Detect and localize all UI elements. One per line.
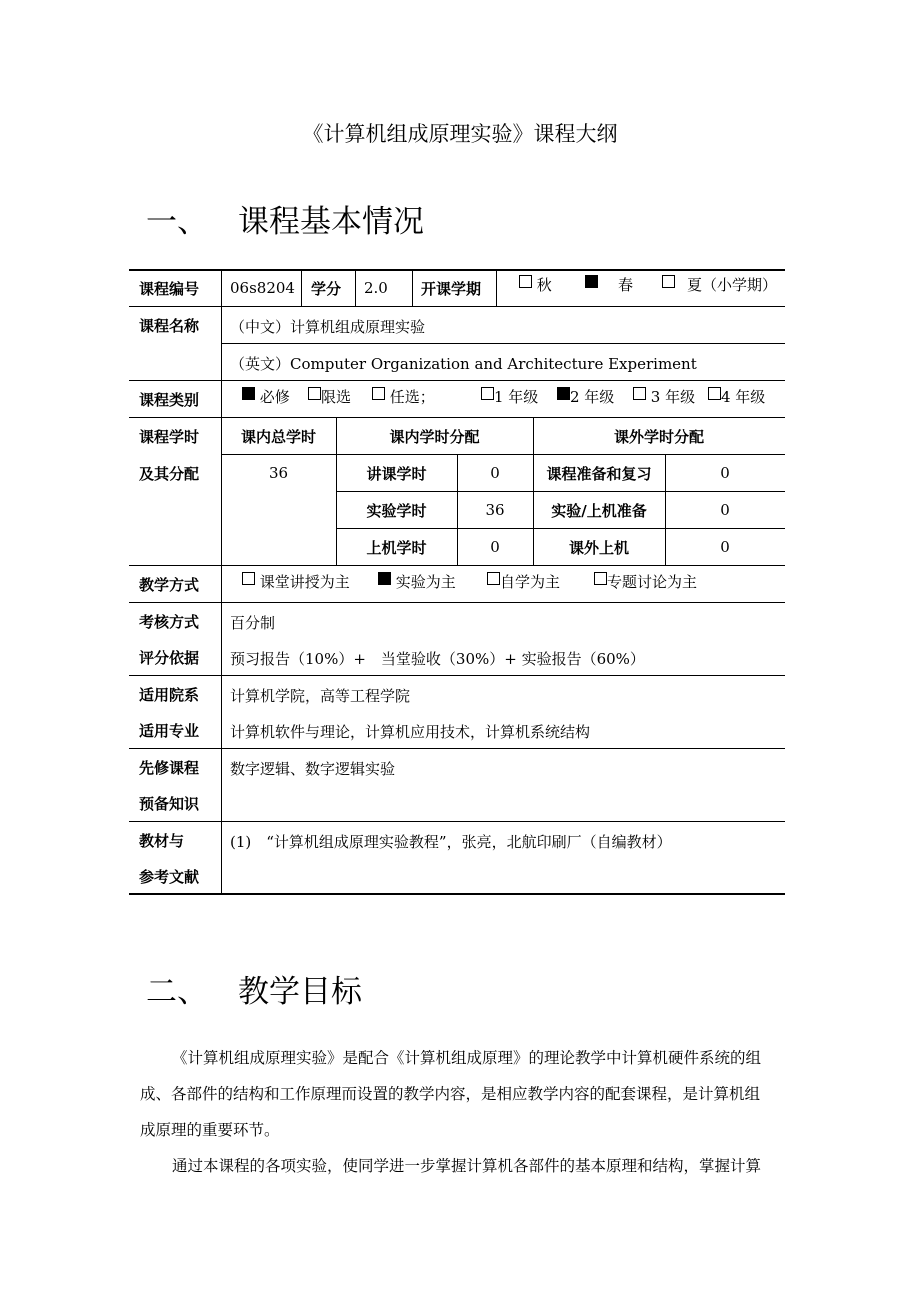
method-option-lab[interactable]: 实验为主 (378, 571, 456, 592)
checkbox-unchecked-icon[interactable] (242, 572, 255, 585)
category-option-required[interactable]: 必修 (242, 386, 290, 407)
checkbox-unchecked-icon[interactable] (708, 387, 721, 400)
section-2-title: 教学目标 (238, 974, 362, 1010)
prereq-label-2: 预备知识 (139, 795, 200, 813)
course-name-label: 课程名称 (139, 317, 200, 335)
checkbox-unchecked-icon[interactable] (633, 387, 646, 400)
apply-value-2: 计算机软件与理论，计算机应用技术，计算机系统结构 (230, 723, 591, 741)
course-no-value: 06s8204 (230, 279, 295, 297)
labprep-hours-value: 0 (720, 501, 730, 519)
prep-hours-value: 0 (720, 464, 730, 482)
course-name-en: （英文）Computer Organization and Architecture Experiment (230, 355, 697, 373)
assess-label-1: 考核方式 (139, 613, 200, 631)
apply-label-2: 适用专业 (139, 722, 200, 740)
checkbox-checked-icon[interactable] (585, 275, 598, 288)
refs-label-2: 参考文献 (139, 868, 200, 886)
computer-hours-label: 上机学时 (366, 539, 427, 557)
section-1-number: 一、 (146, 204, 208, 240)
assess-value-1: 百分制 (230, 614, 276, 632)
term-option-spring[interactable]: 春 (585, 274, 633, 295)
checkbox-unchecked-icon[interactable] (519, 275, 532, 288)
checkbox-unchecked-icon[interactable] (308, 387, 321, 400)
hours-label-1: 课程学时 (139, 428, 200, 446)
term-option-autumn[interactable]: 秋 (519, 274, 552, 295)
checkbox-unchecked-icon[interactable] (481, 387, 494, 400)
method-option-self[interactable]: 自学为主 (487, 571, 560, 592)
section-1-title: 课程基本情况 (238, 204, 424, 240)
course-no-label: 课程编号 (139, 280, 200, 298)
hours-in-header: 课内学时分配 (389, 428, 480, 446)
hours-total-value: 36 (268, 464, 289, 482)
apply-label-1: 适用院系 (139, 686, 200, 704)
grade-option-3[interactable]: 3 年级 (633, 386, 695, 407)
para1-line-1: 《计算机组成原理实验》是配合《计算机组成原理》的理论教学中计算机硬件系统的组 (172, 1049, 762, 1067)
para2-line-1: 通过本课程的各项实验，使同学进一步掌握计算机各部件的基本原理和结构，掌握计算 (172, 1157, 762, 1175)
credit-label: 学分 (311, 280, 342, 298)
category-label: 课程类别 (139, 391, 200, 409)
computer-hours-value: 0 (490, 538, 500, 556)
lab-hours-label: 实验学时 (366, 502, 427, 520)
goal-paragraph-1 (140, 1040, 784, 1148)
prep-hours-label: 课程准备和复习 (546, 465, 652, 483)
prereq-value: 数字逻辑、数字逻辑实验 (230, 760, 396, 778)
para1-line-3: 成原理的重要环节。 (140, 1121, 280, 1139)
apply-value-1: 计算机学院，高等工程学院 (230, 687, 411, 705)
document-title: 《计算机组成原理实验》课程大纲 (302, 122, 618, 146)
refs-value: (1) “计算机组成原理实验教程”，张亮，北航印刷厂（自编教材） (230, 833, 672, 851)
checkbox-unchecked-icon[interactable] (662, 275, 675, 288)
term-option-summer[interactable]: 夏（小学期） (662, 274, 777, 295)
grade-option-2[interactable]: 2 年级 (557, 386, 614, 407)
labprep-hours-label: 实验/上机准备 (551, 502, 647, 520)
checkbox-unchecked-icon[interactable] (487, 572, 500, 585)
assess-value-2: 预习报告（10%）+ 当堂验收（30%）+ 实验报告（60%） (230, 650, 645, 668)
credit-value: 2.0 (364, 279, 388, 297)
method-option-lecture[interactable]: 课堂讲授为主 (242, 571, 350, 592)
assess-label-2: 评分依据 (139, 649, 200, 667)
term-label: 开课学期 (421, 280, 482, 298)
category-option-limited[interactable]: 限选 (308, 386, 351, 407)
checkbox-checked-icon[interactable] (242, 387, 255, 400)
lecture-hours-value: 0 (490, 464, 500, 482)
outside-computer-label: 课外上机 (568, 539, 629, 557)
method-label: 教学方式 (139, 576, 200, 594)
hours-total-header: 课内总学时 (240, 428, 316, 446)
refs-label-1: 教材与 (139, 832, 185, 850)
section-1-heading (146, 196, 424, 241)
goal-paragraph-2 (140, 1148, 784, 1184)
checkbox-unchecked-icon[interactable] (594, 572, 607, 585)
category-option-elective[interactable]: 任选； (372, 386, 435, 407)
section-2-heading (146, 966, 362, 1011)
hours-out-header: 课外学时分配 (613, 428, 704, 446)
prereq-label-1: 先修课程 (139, 759, 200, 777)
checkbox-checked-icon[interactable] (557, 387, 570, 400)
lecture-hours-label: 讲课学时 (366, 465, 427, 483)
outside-computer-value: 0 (720, 538, 730, 556)
section-2-number: 二、 (146, 974, 208, 1010)
hours-label-2: 及其分配 (139, 465, 200, 483)
checkbox-unchecked-icon[interactable] (372, 387, 385, 400)
grade-option-1[interactable]: 1 年级 (481, 386, 538, 407)
grade-option-4[interactable]: 4 年级 (708, 386, 765, 407)
method-option-seminar[interactable]: 专题讨论为主 (594, 571, 697, 592)
para1-line-2: 成、各部件的结构和工作原理而设置的教学内容，是相应教学内容的配套课程，是计算机组 (140, 1085, 761, 1103)
checkbox-checked-icon[interactable] (378, 572, 391, 585)
course-name-zh: （中文）计算机组成原理实验 (230, 318, 426, 336)
lab-hours-value: 36 (485, 501, 505, 519)
